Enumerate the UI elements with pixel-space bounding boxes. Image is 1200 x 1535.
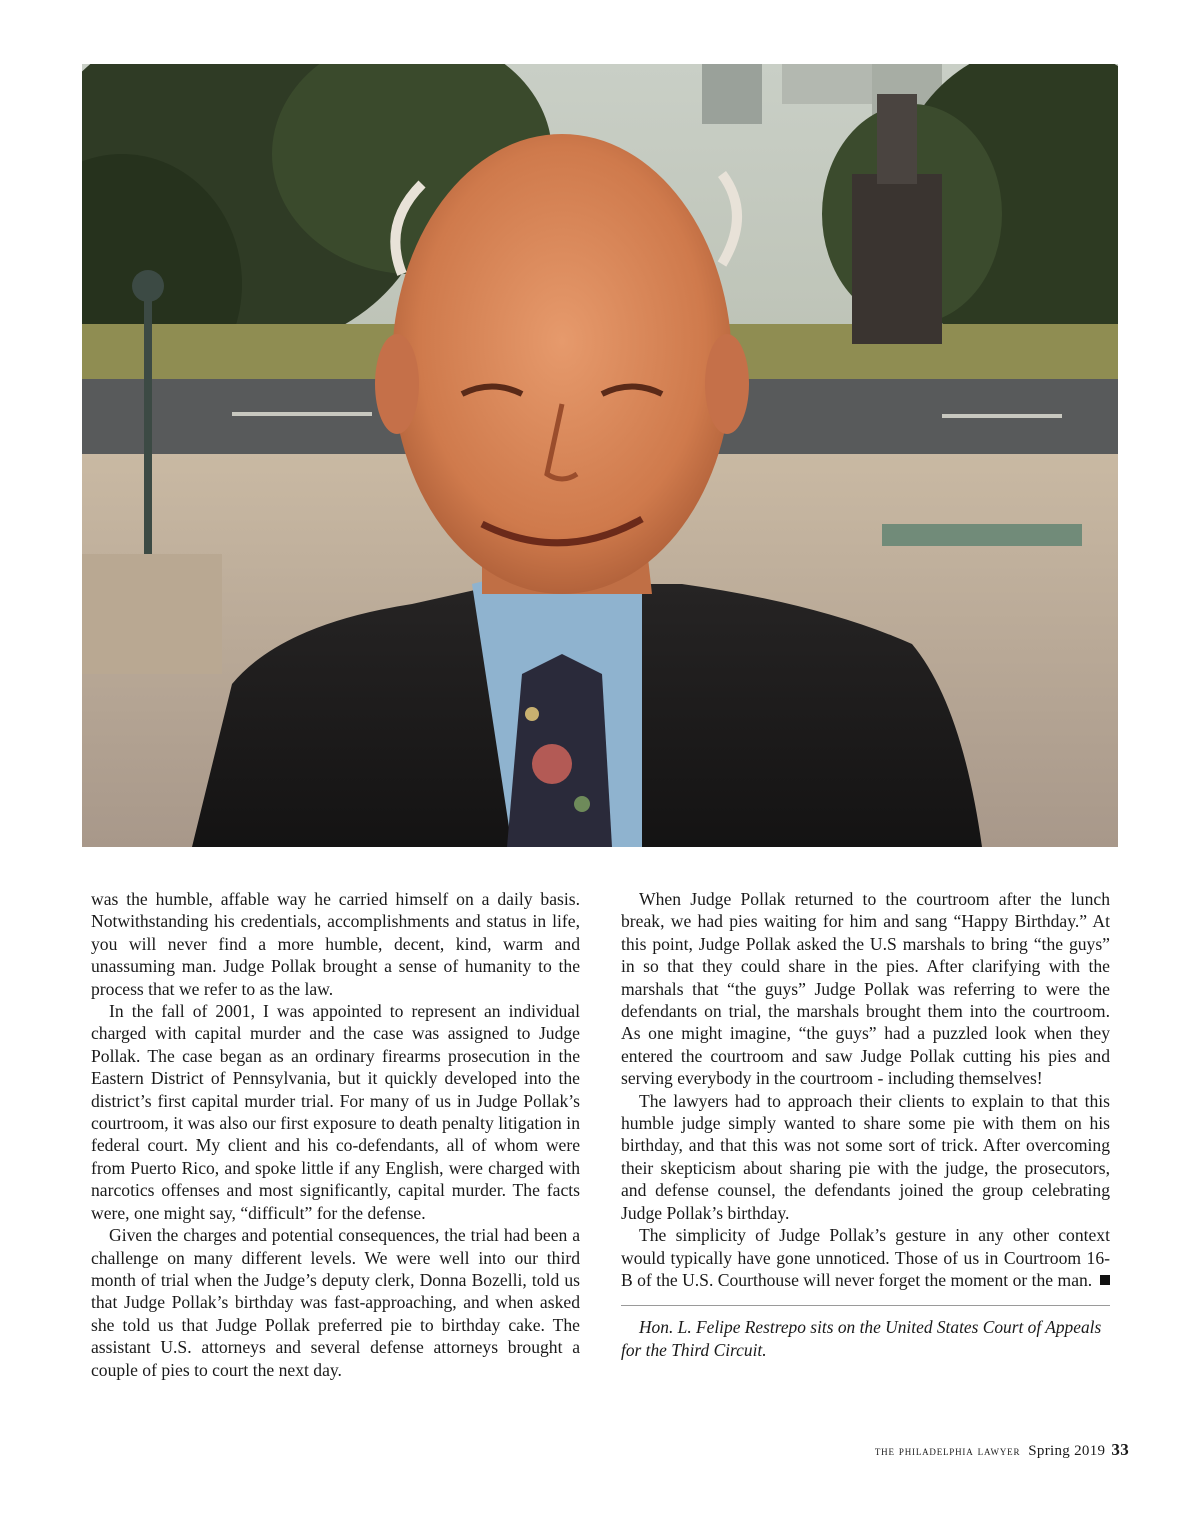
portrait-photo <box>82 64 1118 847</box>
article-paragraph: In the fall of 2001, I was appointed to represent an individual charged with capital murder and the case was assigned to Judge Pollak. The case began as an ordinary firearms prosecution in the Eastern District of Pennsylvania, but it quickly developed into the district’s first capital murder trial. For many of us in Judge Pollak’s courtroom, it was also our first exposure to death penalty litigation in federal court. My client and his co-defendants, all of whom were from Puerto Rico, and spoke little if any English, were charged with narcotics offenses and most significantly, capital murder. The facts were, one might say, “difficult” for the defense. <box>91 1001 580 1223</box>
final-paragraph-text: The simplicity of Judge Pollak’s gesture in any other context would typically have gone unnoticed. Those of us in Courtroom 16-B of the U.S. Courthouse will never forget the moment or the man. <box>621 1225 1110 1290</box>
magazine-name: the philadelphia lawyer <box>874 1443 1021 1458</box>
page-footer <box>875 1440 1129 1460</box>
page-number: 33 <box>1111 1440 1129 1459</box>
article-paragraph: The lawyers had to approach their clients to explain to that this humble judge simply wanted to share some pie with them on his birthday, and that this was not some sort of trick. After overcoming their skepticism about sharing pie with the judge, the prosecutors, and defense counsel, the defendants joined the group celebrating Judge Pollak’s birthday. <box>621 1090 1110 1223</box>
article-paragraph: Given the charges and potential consequences, the trial had been a challenge on many different levels. We were well into our third month of trial when the Judge’s deputy clerk, Donna Bozelli, told us that Judge Pollak’s birthday was fast-approaching, and when asked she told us that Judge Pollak preferred pie to birthday cake. The assistant U.S. attorneys and several defense attorneys brought a couple of pies to court the next day. <box>91 1225 580 1380</box>
portrait-illustration <box>82 64 1118 847</box>
right-column <box>621 888 1110 1362</box>
bio-divider <box>621 1305 1110 1306</box>
author-bio: Hon. L. Felipe Restrepo sits on the United States Court of Appeals for the Third Circuit. <box>621 1317 1102 1361</box>
article-paragraph: was the humble, affable way he carried himself on a daily basis. Notwithstanding his credentials, accomplishments and status in life, you will never find a more humble, decent, kind, warm and unassuming man. Judge Pollak brought a sense of humanity to the process that we refer to as the law. <box>91 889 580 999</box>
article-paragraph: When Judge Pollak returned to the courtroom after the lunch break, we had pies waiting for him and sang “Happy Birthday.” At this point, Judge Pollak asked the U.S marshals to bring “the guys” in so that they could share in the pies. After clarifying with the marshals that “the guys” Judge Pollak was referring to were the defendants on trial, the marshals brought them into the courtroom. As one might imagine, “the guys” had a puzzled look when they entered the courtroom and saw Judge Pollak cutting his pies and serving everybody in the courtroom - including themselves! <box>621 889 1110 1089</box>
article-paragraph-final <box>621 1224 1110 1291</box>
issue-season: Spring 2019 <box>1028 1443 1106 1459</box>
left-column <box>91 888 580 1381</box>
end-of-article-square-icon <box>1100 1275 1110 1285</box>
